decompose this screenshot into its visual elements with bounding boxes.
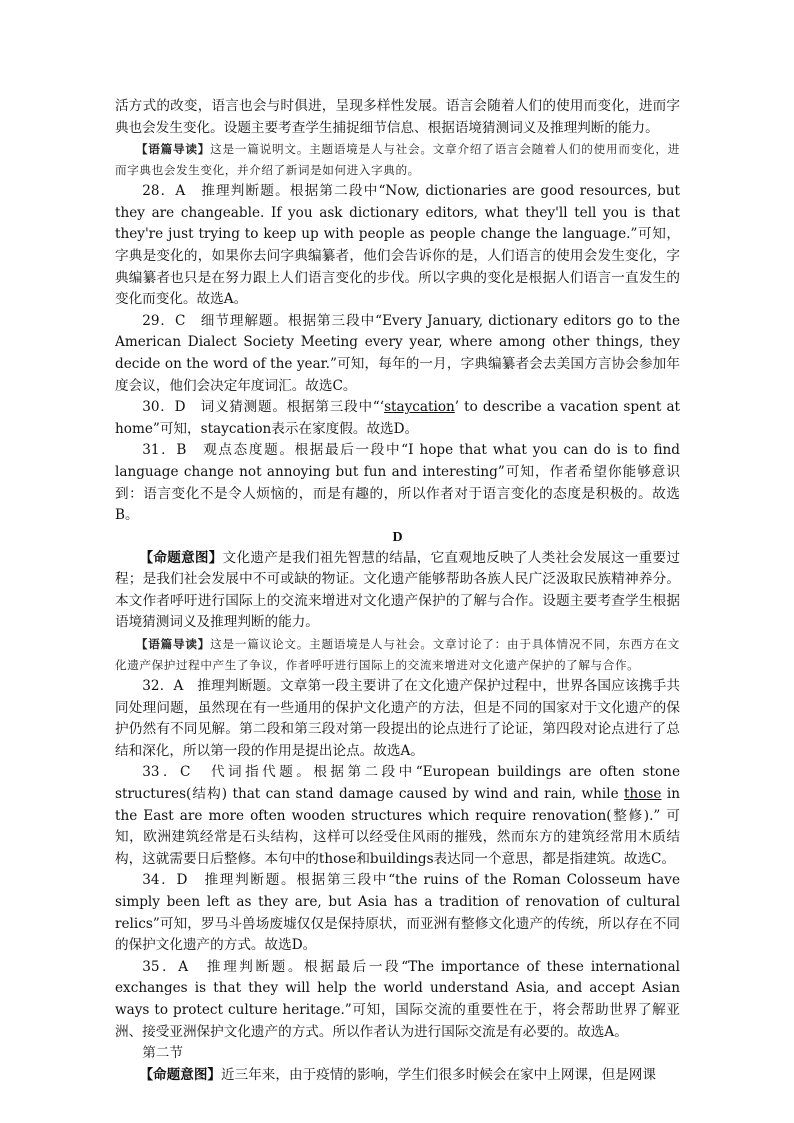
answer-33-after: in the East are more often wooden structures which require renovation(整修).” 可知，欧洲建筑经常是石头结构，这样可以经受住风雨的摧残，然而东方的建筑经常用木质结构，这就需要日后整修。本句中的those和buildings表达同一个意思，都是指建筑。故选C。 xyxy=(115,786,680,867)
guide-tag: 【语篇导读】 xyxy=(135,142,211,157)
reading-guide-d xyxy=(115,634,680,676)
answer-28: 28．A 推理判断题。根据第二段中“Now, dictionaries are good resources, but they are changeable. If you ask dictionary editors, what they'll tell you is that they're just trying to keep up with people as people change the language.”可知，字典是变化的，如果你去问字典编纂者，他们会告诉你的是，人们语言的使用会发生变化，字典编纂者也只是在努力跟上人们语言变化的步伐。所以字典的变化是根据人们语言一直发生的变化而变化。故选A。 xyxy=(115,183,680,308)
reading-guide-c xyxy=(115,139,680,181)
intro-continued-paragraph: 活方式的改变，语言也会与时俱进，呈现多样性发展。语言会随着人们的使用而变化，进而字典也会发生变化。设题主要考查学生捕捉细节信息、根据语境猜测词义及推理判断的能力。 xyxy=(115,98,680,136)
intent-text: 文化遗产是我们祖先智慧的结晶，它直观地反映了人类社会发展这一重要过程；是我们社会发展中不可或缺的物证。文化遗产能够帮助各族人民广泛汲取民族精神养分。本文作者呼吁进行国际上的交流来增进对文化遗产保护的了解与合作。设题主要考查学生根据语境猜测词义及推理判断的能力。 xyxy=(115,549,680,631)
guide-text: 这是一篇议论文。主题语境是人与社会。文章讨论了：由于具体情况不同，东西方在文化遗产保护过程中产生了争议，作者呼吁进行国际上的交流来增进对文化遗产保护的了解与合作。 xyxy=(115,637,680,673)
underlined-word-those: those xyxy=(624,786,662,803)
intent-text: 近三年来，由于疫情的影响，学生们很多时候会在家中上网课，但是网课 xyxy=(221,1066,657,1083)
answer-29: 29．C 细节理解题。根据第三段中“Every January, dictionary editors go to the American Dialect Society Meeting every year, where among other things, they decide on the word of the year.”可知，每年的一月，字典编纂者会去美国方言协会参加年度会议，他们会决定年度词汇。故选C。 xyxy=(115,312,680,394)
guide-text: 这是一篇说明文。主题语境是人与社会。文章介绍了语言会随着人们的使用而变化，进而字典也会发生变化，并介绍了新词是如何进入字典的。 xyxy=(115,142,680,178)
guide-tag: 【语篇导读】 xyxy=(135,637,211,652)
answer-30 xyxy=(115,397,680,440)
answer-31: 31．B 观点态度题。根据最后一段中“I hope that what you can do is to find language change not annoying but fun and interesting”可知，作者希望你能够意识到：语言变化不是令人烦恼的，而是有趣的，所以作者对于语言变化的态度是积极的。故选B。 xyxy=(115,442,680,524)
intent-tag: 【命题意图】 xyxy=(139,549,223,566)
intent-part-two xyxy=(115,1065,680,1087)
answer-30-before: 30．D 词义猜测题。根据第三段中“‘ xyxy=(142,399,385,416)
answer-32: 32．A 推理判断题。文章第一段主要讲了在文化遗产保护过程中，世界各国应该携手共同处理问题，虽然现在有一些通用的保护文化遗产的方法，但是不同的国家对于文化遗产的保护仍然有不同见解。第二段和第三段对第一段提出的论点进行了论证，第四段对论点进行了总结和深化，所以第一段的作用是提出论点。故选A。 xyxy=(115,678,680,759)
intent-tag: 【命题意图】 xyxy=(139,1066,222,1083)
answer-33-before: 33．C 代词指代题。根据第二段中“European buildings are often stone structures(结构) that can stand damage caused by wind and rain, while xyxy=(115,764,680,803)
part-two-heading: 第二节 xyxy=(142,1045,183,1062)
answer-explanation-page xyxy=(115,96,680,1086)
answer-35: 35．A 推理判断题。根据最后一段“The importance of these international exchanges is that they will help the world understand Asia, and accept Asian ways to protect culture heritage.”可知，国际交流的重要性在于，将会帮助世界了解亚洲、接受亚洲保护文化遗产的方式。所以作者认为进行国际交流是有必要的。故选A。 xyxy=(115,958,680,1040)
section-letter-d: D xyxy=(392,529,403,545)
answer-30-after: ’ to describe a vacation spent at home”可知，staycation表示在家度假。故选D。 xyxy=(115,399,681,437)
intent-d xyxy=(115,548,680,634)
answer-33 xyxy=(115,762,680,870)
underlined-word-staycation: staycation xyxy=(384,399,455,416)
answer-34: 34．D 推理判断题。根据第三段中“the ruins of the Roman Colosseum have simply been left as they are, but Asia has a tradition of renovation of cultural relics”可知，罗马斗兽场废墟仅仅是保持原状，而亚洲有整修文化遗产的传统，所以存在不同的保护文化遗产的方式。故选D。 xyxy=(115,872,680,954)
